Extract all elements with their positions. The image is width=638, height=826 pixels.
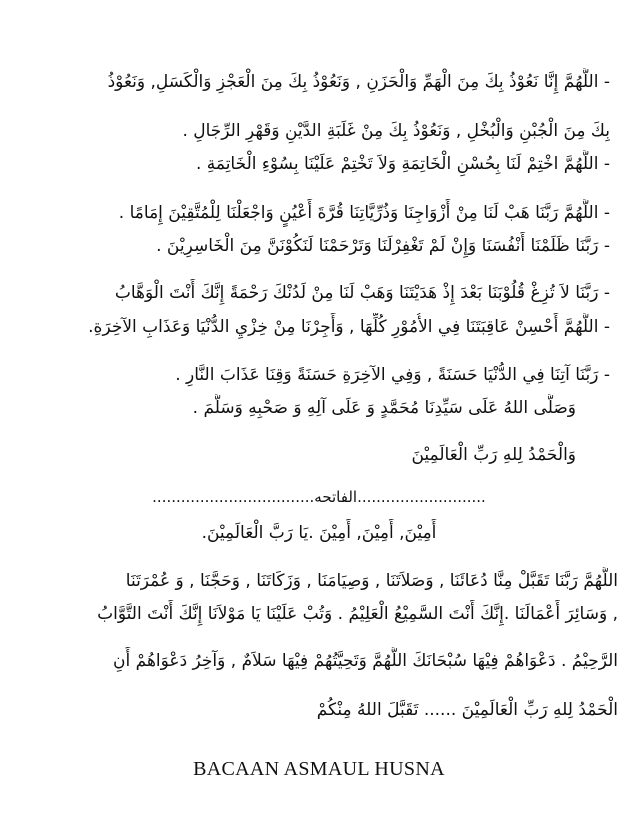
doa-line-6: - رَبَّنَا لاَ تُزِغْ قُلُوْبَنَا بَعْدَ إِذْ هَدَيْتَنَا وَهَبْ لَنَا مِنْ لَدُنْكَ رَحْمَةً إِنَّكَ أَنْتَ الْوَهَّابُ xyxy=(114,283,610,303)
doa-shalawat: وَصَلَّى اللهُ عَلَى سَيِّدِنَا مُحَمَّدٍ وَ عَلَى آلِهِ وَ صَحْبِهِ وَسَلَّمَ . xyxy=(192,398,576,418)
doa-line-2: بِكَ مِنَ الْجُبْنِ وَالْبُخْلِ , وَنَعُوْذُ بِكَ مِنْ غَلَبَةِ الدَّيْنِ وَقَهْرِ الرِّجَالِ . xyxy=(182,121,610,141)
penutup-line-3: الرَّحِيْمُ . دَعْوَاهُمْ فِيْهَا سُبْحَانَكَ اللَّهُمَّ وَتَحِيَّتُهُمْ فِيْهَا سَلاَمٌ , وَآخِرُ دَعْوَاهُمْ أَنِ xyxy=(113,651,618,671)
penutup-line-1: اللَّهُمَّ رَبَّنَا تَقَبَّلْ مِنَّا دُعَائَنَا , وَصَلاَتَنَا , وَصِيَامَنَا , وَزَكَاتَنَا , وَحَجَّنَا , وَ عُمْرَتَنَا xyxy=(125,571,618,591)
doa-line-5: - رَبَّنَا ظَلَمْنَا أَنْفُسَنَا وَإِنْ لَمْ تَغْفِرْلَنَا وَتَرْحَمْنَا لَنَكُوْنَنَّ مِنَ الْخَاسِرِيْنَ . xyxy=(156,236,610,256)
doa-line-8: - رَبَّنَا آتِنَا فِي الدُّنْيَا حَسَنَةً , وَفِي الآخِرَةِ حَسَنَةً وَقِنَا عَذَابَ النَّارِ . xyxy=(175,365,610,385)
doa-hamdalah: وَالْحَمْدُ لِلهِ رَبِّ الْعَالَمِيْنَ xyxy=(411,445,576,465)
doa-line-7: - اللَّهُمَّ أَحْسِنْ عَاقِبَتَنَا فِي الأُمُوْرِ كُلِّهَا , وَأَجِرْنَا مِنْ خِزْيِ الدُّنْيَا وَعَذَابِ الآخِرَةِ. xyxy=(88,317,610,337)
doa-line-1: - اللَّهُمَّ إِنَّا نَعُوْذُ بِكَ مِنَ الْهَمِّ وَالْحَزَنِ , وَنَعُوْذُ بِكَ مِنَ الْعَجْزِ وَالْكَسَلِ, وَنَعُوْذُ xyxy=(107,72,610,92)
section-heading: BACAAN ASMAUL HUSNA xyxy=(193,758,445,780)
penutup-line-4: الْحَمْدُ لِلهِ رَبِّ الْعَالَمِيْنَ ...... تَقَبَّلَ اللهُ مِنْكُمْ xyxy=(316,700,618,720)
amin-line: أَمِيْنَ, أَمِيْنَ, أَمِيْنَ .يَا رَبَّ الْعَالَمِيْنَ. xyxy=(201,523,437,543)
doa-line-3: - اللَّهُمَّ اخْتِمْ لَنَا بِحُسْنِ الْخَاتِمَةِ وَلاَ تَخْتِمْ عَلَيْنَا بِسُوْءِ الْخَاتِمَةِ . xyxy=(195,154,610,174)
doa-line-4: - اللَّهُمَّ رَبَّنَا هَبْ لَنَا مِنْ أَزْوَاجِنَا وَذُرِّيَّاتِنَا قُرَّةَ أَعْيُنٍ وَاجْعَلْنَا لِلْمُتَّقِيْنَ إِمَامًا . xyxy=(118,203,610,223)
fatihah-separator: ..................................الفاتحه........................... xyxy=(152,488,486,506)
penutup-line-2: , وَسَائِرَ أَعْمَالَنَا .إِنَّكَ أَنْتَ السَّمِيْعُ الْعَلِيْمُ . وَتُبْ عَلَيْنَا يَا مَوْلاَنَا إِنَّكَ أَنْتَ التَّوَّابُ xyxy=(97,604,618,624)
